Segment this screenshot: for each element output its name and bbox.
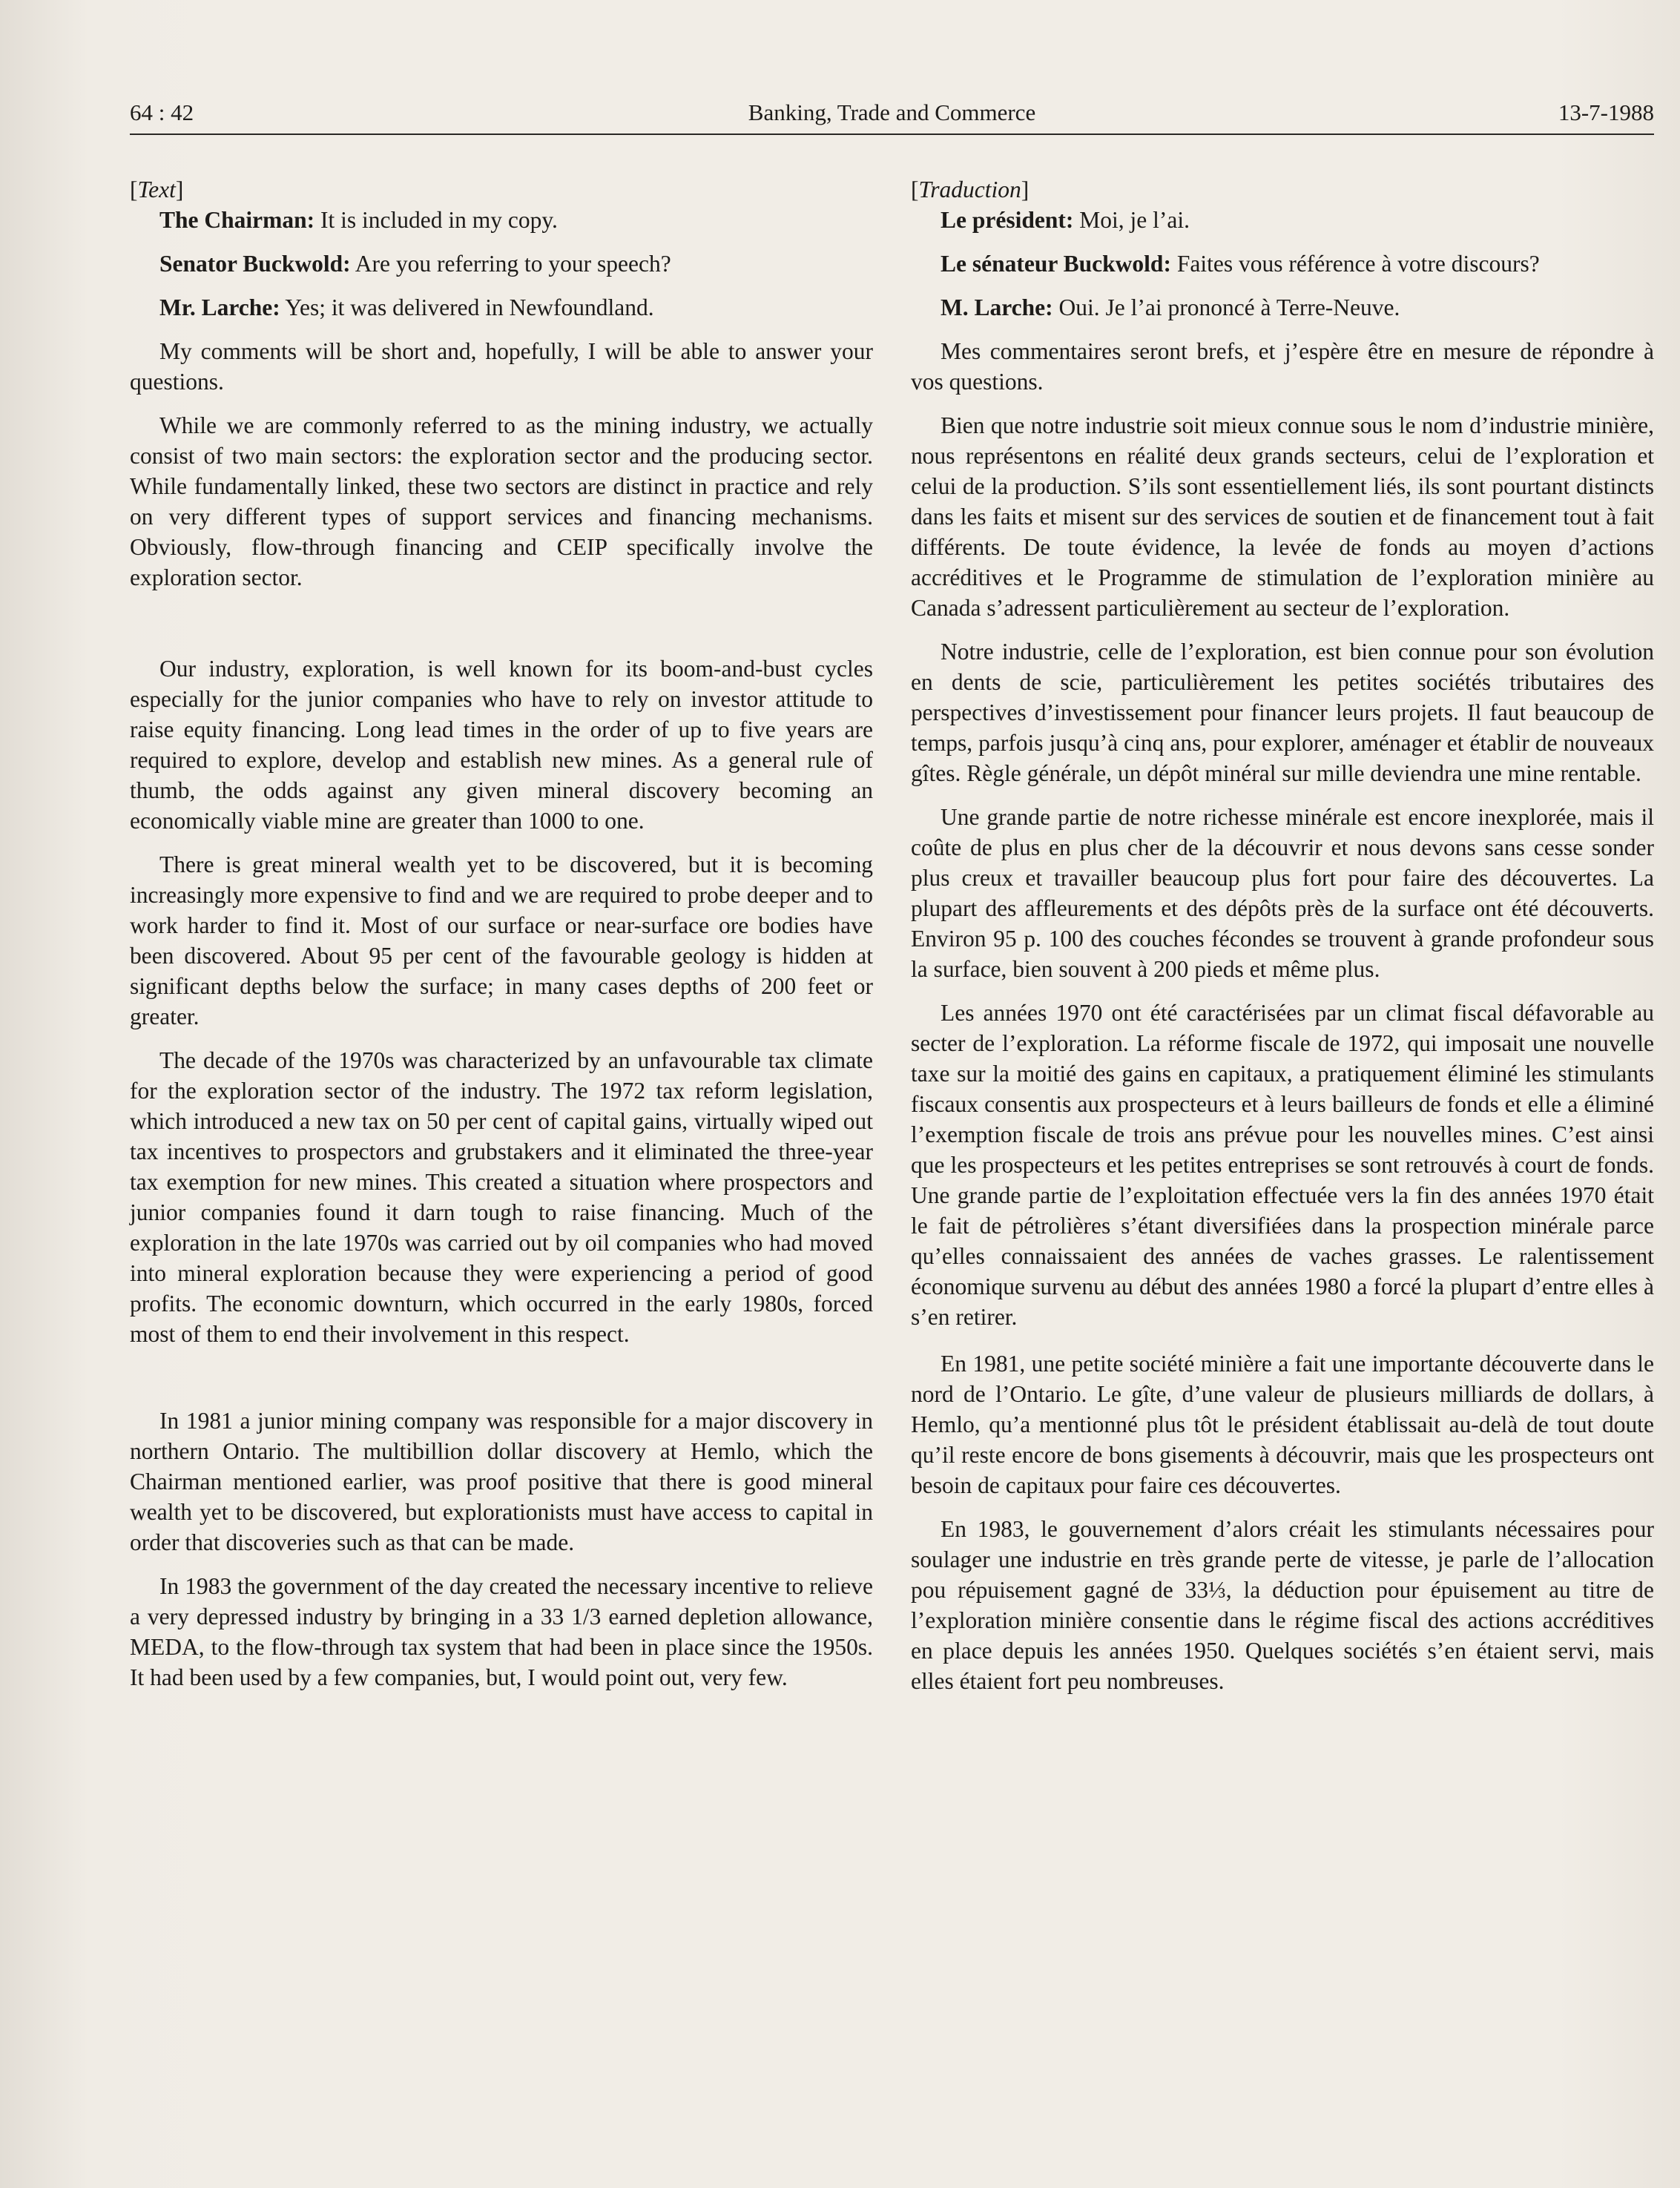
- speech-text: It is included in my copy.: [314, 207, 558, 233]
- body-paragraph: Bien que notre industrie soit mieux connue sous le nom d’industrie minière, nous représentons en réalité deux grands secteurs, celui de l’exploration et celui de la production. S’ils sont essentiellement liés, ils sont pourtant distincts dans les faits et misent sur des services de soutien et de financement tout à fait différents. De toute évidence, la levée de fonds au moyen d’actions accréditives et le Programme de stimulation de l’exploration minière au Canada s’adressent particulièrement au secteur de l’exploration.: [911, 412, 1654, 621]
- speech-text: Faites vous référence à votre discours?: [1170, 251, 1540, 277]
- body-paragraph: There is great mineral wealth yet to be discovered, but it is becoming increasingly more expensive to find and we are required to probe deeper and to work harder to find it. Most of our surface or near-surface ore bodies have been discovered. About 95 per cent of the favourable geology is hidden at significant depths below the surface; in many cases depths of 200 feet or greater.: [130, 851, 873, 1029]
- speech-text: Yes; it was delivered in Newfoundland.: [280, 294, 654, 320]
- speaker-name: Le sénateur Buckwold:: [941, 251, 1171, 277]
- body-paragraph: In 1981 a junior mining company was responsible for a major discovery in northern Ontario. The multibillion dollar discovery at Hemlo, which the Chairman mentioned earlier, was proof positive that there is good mineral wealth yet to be discovered, but explorationists must have access to capital in order that discoveries such as that can be made.: [130, 1408, 873, 1555]
- body-paragraph: The decade of the 1970s was characterized by an unfavourable tax climate for the exploration sector of the industry. The 1972 tax reform legislation, which introduced a new tax on 50 per cent of capital gains, virtually wiped out tax incentives to prospectors and grubstakers and it eliminated the three-year tax exemption for new mines. This created a situation where prospectors and junior companies found it darn tough to raise financing. Much of the exploration in the late 1970s was carried out by oil companies who had moved into mineral exploration because they were experiencing a period of good profits. The economic downturn, which occurred in the early 1980s, forced most of them to end their involvement in this respect.: [130, 1047, 873, 1347]
- body-paragraph: While we are commonly referred to as the mining industry, we actually consist of two main sectors: the exploration sector and the producing sector. While fundamentally linked, these two sectors are distinct in practice and rely on very different types of support services and financing mechanisms. Obviously, flow-through financing and CEIP specifically involve the exploration sector.: [130, 412, 873, 590]
- column-gap: [130, 1362, 873, 1406]
- speech-paragraph: [911, 205, 1654, 235]
- body-paragraph: My comments will be short and, hopefully, I will be able to answer your questions.: [130, 338, 873, 395]
- page-header: [130, 96, 1654, 135]
- french-column: [911, 174, 1654, 1710]
- column-gap: [130, 606, 873, 653]
- language-tag: [Traduction]: [911, 177, 1030, 202]
- body-paragraph: Notre industrie, celle de l’exploration, est bien connue pour son évolution en dents de scie, particulièrement les petites sociétés tributaires des perspectives d’investissement pour financer leurs projets. Il faut beaucoup de temps, parfois jusqu’à cinq ans, pour explorer, aménager et établir de nouveaux gîtes. Règle générale, un dépôt minéral sur mille deviendra une mine rentable.: [911, 639, 1654, 786]
- body-paragraph: En 1983, le gouvernement d’alors créait les stimulants nécessaires pour soulager une industrie en très grande perte de vitesse, je parle de l’allocation pou répuisement gagné de 33⅓, la déduction pour épuisement au titre de l’exploration minière consentie dans le régime fiscal des actions accréditives en place depuis les années 1950. Quelques sociétés s’en étaient servi, mais elles étaient fort peu nombreuses.: [911, 1516, 1654, 1694]
- speech-text: Moi, je l’ai.: [1073, 207, 1190, 233]
- body-paragraph: Mes commentaires seront brefs, et j’espère être en mesure de répondre à vos questions.: [911, 338, 1654, 395]
- english-column: [130, 174, 873, 1706]
- speech-paragraph: [130, 248, 873, 279]
- speech-text: Are you referring to your speech?: [350, 251, 671, 277]
- running-title: Banking, Trade and Commerce: [748, 99, 1036, 125]
- body-paragraph: Une grande partie de notre richesse minérale est encore inexplorée, mais il coûte de plus en plus cher de la découvrir et nous devons sans cesse sonder plus creux et travailler beaucoup plus fort pour faire des découvertes. La plupart des affleurements et des dépôts près de la surface ont été découverts. Environ 95 p. 100 des couches fécondes se trouvent à grande profondeur sous la surface, bien souvent à 200 pieds et même plus.: [911, 804, 1654, 982]
- speaker-name: Senator Buckwold:: [159, 251, 351, 277]
- page-number: 64 : 42: [130, 99, 194, 125]
- speech-paragraph: [911, 292, 1654, 323]
- header-date: 13-7-1988: [1558, 99, 1654, 125]
- speaker-name: Mr. Larche:: [159, 294, 280, 320]
- speaker-name: Le président:: [941, 207, 1074, 233]
- language-tag: [Text]: [130, 177, 184, 202]
- speech-paragraph: [130, 205, 873, 235]
- body-paragraph: In 1983 the government of the day created the necessary incentive to relieve a very depressed industry by bringing in a 33 1/3 earned depletion allowance, MEDA, to the flow-through tax system that had been in place since the 1950s. It had been used by a few companies, but, I would point out, very few.: [130, 1573, 873, 1690]
- speech-text: Oui. Je l’ai prononcé à Terre-Neuve.: [1053, 294, 1400, 320]
- body-paragraph: Our industry, exploration, is well known for its boom-and-bust cycles especially for the junior companies who have to rely on investor attitude to raise equity financing. Long lead times in the order of up to five years are required to explore, develop and establish new mines. As a general rule of thumb, the odds against any given mineral discovery becoming an economically viable mine are greater than 1000 to one.: [130, 656, 873, 834]
- speaker-name: M. Larche:: [941, 294, 1053, 320]
- body-paragraph: Les années 1970 ont été caractérisées par un climat fiscal défavorable au secter de l’exploration. La réforme fiscale de 1972, qui imposait une nouvelle taxe sur la moitié des gains en capitaux, a pratiquement éliminé les stimulants fiscaux consentis aux prospecteurs et à leurs bailleurs de fonds et elle a éliminé l’exemption fiscale de trois ans prévue pour les nouvelles mines. C’est ainsi que les prospecteurs et les petites entreprises se sont retrouvés à court de fonds. Une grande partie de l’exploitation effectuée vers la fin des années 1970 était le fait de pétrolières s’étant diversifiées dans la prospection minérale parce qu’elles connaissaient des années de vaches grasses. Le ralentissement économique survenu au début des années 1980 a forcé la plupart d’entre elles à s’en retirer.: [911, 1000, 1654, 1330]
- speech-paragraph: [130, 292, 873, 323]
- speaker-name: The Chairman:: [159, 207, 315, 233]
- body-paragraph: En 1981, une petite société minière a fait une importante découverte dans le nord de l’Ontario. Le gîte, d’une valeur de plusieurs milliards de dollars, à Hemlo, qu’a mentionné plus tôt le président établissait au-delà de tout doute qu’il reste encore de bons gisements à découvrir, mais que les prospecteurs ont besoin de capitaux pour faire ces découvertes.: [911, 1351, 1654, 1498]
- speech-paragraph: [911, 248, 1654, 279]
